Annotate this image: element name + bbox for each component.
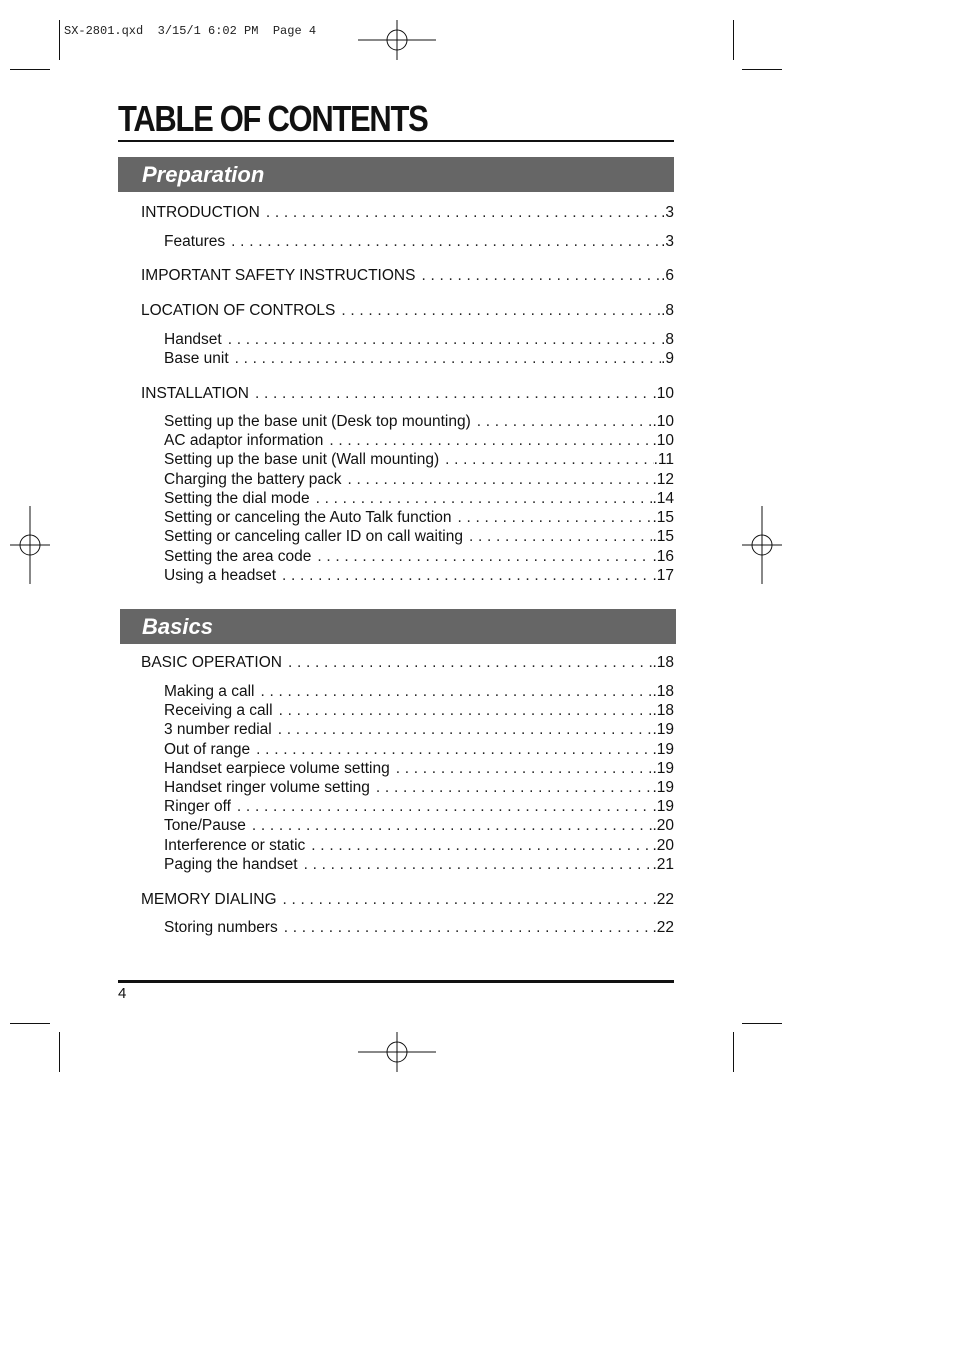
- toc-entry[interactable]: [164, 779, 674, 797]
- toc-entry[interactable]: [164, 919, 674, 937]
- toc-entry[interactable]: [164, 509, 674, 527]
- toc-entry-label: Base unit: [164, 350, 229, 367]
- toc-entry[interactable]: [164, 471, 674, 489]
- toc-entry[interactable]: [164, 856, 674, 874]
- toc-entry-page: .19: [652, 760, 674, 777]
- toc-entry-page: .10: [652, 413, 674, 430]
- toc-entry-label: LOCATION OF CONTROLS: [141, 302, 336, 319]
- toc-entry-page: .19: [652, 721, 674, 738]
- page-title: TABLE OF CONTENTS: [118, 98, 428, 139]
- toc-entry-label: IMPORTANT SAFETY INSTRUCTIONS: [141, 267, 416, 284]
- toc-entry[interactable]: [164, 702, 674, 720]
- leader-dots: [477, 413, 653, 431]
- leader-dots: [329, 432, 652, 450]
- toc-entry-page: .16: [652, 548, 674, 565]
- toc-entry-page: .12: [652, 471, 674, 488]
- toc-entry-page: .18: [652, 702, 674, 719]
- leader-dots: [376, 779, 653, 797]
- toc-entry-label: Handset earpiece volume setting: [164, 760, 390, 777]
- toc-entry[interactable]: [164, 432, 674, 450]
- toc-entry[interactable]: [164, 451, 674, 469]
- toc-entry[interactable]: [164, 528, 674, 546]
- leader-dots: [421, 267, 661, 285]
- toc-entry[interactable]: [164, 490, 674, 508]
- toc-entry-page: .17: [652, 567, 674, 584]
- toc-entry-label: Out of range: [164, 741, 251, 758]
- registration-mark-icon: [742, 506, 782, 584]
- toc-entry-page: .8: [661, 331, 674, 348]
- leader-dots: [317, 548, 652, 566]
- toc-entry[interactable]: [164, 798, 674, 816]
- toc-entry-page: .22: [652, 919, 674, 936]
- crop-mark: [10, 69, 50, 70]
- toc-entry-page: .22: [652, 891, 674, 908]
- leader-dots: [283, 891, 653, 909]
- toc-entry[interactable]: [164, 721, 674, 739]
- toc-entry[interactable]: [164, 567, 674, 585]
- toc-entry-page: .11: [653, 451, 674, 468]
- toc-entry-page: .20: [652, 817, 674, 834]
- toc-entry-label: Setting or canceling the Auto Talk function: [164, 509, 452, 526]
- leader-dots: [282, 567, 652, 585]
- toc-entry-label: Using a headset: [164, 567, 277, 584]
- crop-mark: [733, 20, 734, 60]
- file-slug: SX-2801.qxd 3/15/1 6:02 PM Page 4: [64, 24, 317, 38]
- toc-entry[interactable]: [141, 204, 674, 222]
- toc-entry-page: .3: [661, 233, 674, 250]
- leader-dots: [235, 350, 661, 368]
- toc-entry[interactable]: [164, 837, 674, 855]
- toc-entry[interactable]: [164, 413, 674, 431]
- toc-entry[interactable]: [141, 891, 674, 909]
- leader-dots: [278, 721, 653, 739]
- toc-entry-label: AC adaptor information: [164, 432, 324, 449]
- leader-dots: [341, 302, 661, 320]
- toc-entry-page: .19: [652, 779, 674, 796]
- section-label: Preparation: [142, 162, 265, 187]
- leader-dots: [288, 654, 652, 672]
- toc-entry-label: Handset: [164, 331, 222, 348]
- toc-entry-label: Setting the area code: [164, 548, 312, 565]
- toc-entry-page: .10: [652, 385, 674, 402]
- toc-entry-page: .20: [652, 837, 674, 854]
- toc-entry-label: Features: [164, 233, 226, 250]
- toc-entry[interactable]: [164, 817, 674, 835]
- leader-dots: [458, 509, 653, 527]
- toc-entry[interactable]: [164, 741, 674, 759]
- toc-entry-label: 3 number redial: [164, 721, 272, 738]
- toc-entry-page: .8: [661, 302, 674, 319]
- toc-entry[interactable]: [164, 233, 674, 251]
- toc-entry-page: .19: [652, 741, 674, 758]
- toc-entry[interactable]: [141, 267, 674, 285]
- toc-entry-label: Handset ringer volume setting: [164, 779, 370, 796]
- registration-mark-icon: [358, 1032, 436, 1072]
- toc-entry-page: .15: [652, 528, 674, 545]
- leader-dots: [260, 683, 652, 701]
- leader-dots: [252, 817, 653, 835]
- toc-entry[interactable]: [164, 331, 674, 349]
- leader-dots: [311, 837, 652, 855]
- crop-mark: [59, 1032, 60, 1072]
- toc-entry-page: .6: [661, 267, 674, 284]
- leader-dots: [316, 490, 653, 508]
- leader-dots: [396, 760, 653, 778]
- toc-entry-label: INTRODUCTION: [141, 204, 260, 221]
- footer-rule: [118, 980, 674, 983]
- section-label: Basics: [142, 614, 213, 639]
- crop-mark: [10, 1023, 50, 1024]
- crop-mark: [59, 20, 60, 60]
- toc-entry-label: Setting or canceling caller ID on call waiting: [164, 528, 463, 545]
- toc-entry[interactable]: [141, 654, 674, 672]
- crop-mark: [742, 69, 782, 70]
- toc-entry-label: Setting the dial mode: [164, 490, 310, 507]
- leader-dots: [284, 919, 653, 937]
- leader-dots: [256, 741, 652, 759]
- crop-mark: [742, 1023, 782, 1024]
- toc-entry-label: Charging the battery pack: [164, 471, 342, 488]
- toc-entry-label: Making a call: [164, 683, 255, 700]
- section-header-basics: [120, 609, 676, 644]
- leader-dots: [255, 385, 652, 403]
- leader-dots: [445, 451, 653, 469]
- toc-entry-page: .18: [652, 683, 674, 700]
- toc-entry-label: BASIC OPERATION: [141, 654, 282, 671]
- toc-entry-label: Tone/Pause: [164, 817, 246, 834]
- toc-entry-label: Interference or static: [164, 837, 306, 854]
- registration-mark-icon: [358, 20, 436, 60]
- toc-entry[interactable]: [141, 385, 674, 403]
- title-rule: [118, 140, 674, 142]
- toc-entry-page: .14: [652, 490, 674, 507]
- toc-entry[interactable]: [164, 350, 674, 368]
- toc-entry-page: .21: [652, 856, 674, 873]
- leader-dots: [266, 204, 661, 222]
- toc-entry-page: .18: [652, 654, 674, 671]
- toc-entry-label: Setting up the base unit (Desk top mounting): [164, 413, 471, 430]
- toc-entry[interactable]: [164, 760, 674, 778]
- crop-mark: [733, 1032, 734, 1072]
- toc-entry-page: .3: [661, 204, 674, 221]
- page-number: 4: [118, 985, 127, 1002]
- leader-dots: [304, 856, 653, 874]
- toc-entry-label: Paging the handset: [164, 856, 298, 873]
- registration-mark-icon: [10, 506, 50, 584]
- toc-entry[interactable]: [141, 302, 674, 320]
- toc-entry-label: Receiving a call: [164, 702, 273, 719]
- leader-dots: [279, 702, 653, 720]
- toc-entry-label: INSTALLATION: [141, 385, 249, 402]
- toc-entry[interactable]: [164, 683, 674, 701]
- toc-entry-label: MEMORY DIALING: [141, 891, 277, 908]
- leader-dots: [228, 331, 661, 349]
- leader-dots: [231, 233, 661, 251]
- toc-entry-label: Ringer off: [164, 798, 231, 815]
- leader-dots: [348, 471, 653, 489]
- toc-entry-page: .19: [652, 798, 674, 815]
- toc-entry-page: .10: [652, 432, 674, 449]
- toc-entry-label: Storing numbers: [164, 919, 278, 936]
- toc-entry-label: Setting up the base unit (Wall mounting): [164, 451, 440, 468]
- toc-entry-page: .9: [661, 350, 674, 367]
- toc-entry[interactable]: [164, 548, 674, 566]
- leader-dots: [237, 798, 653, 816]
- section-header-preparation: [118, 157, 674, 192]
- toc-entry-page: .15: [652, 509, 674, 526]
- leader-dots: [469, 528, 652, 546]
